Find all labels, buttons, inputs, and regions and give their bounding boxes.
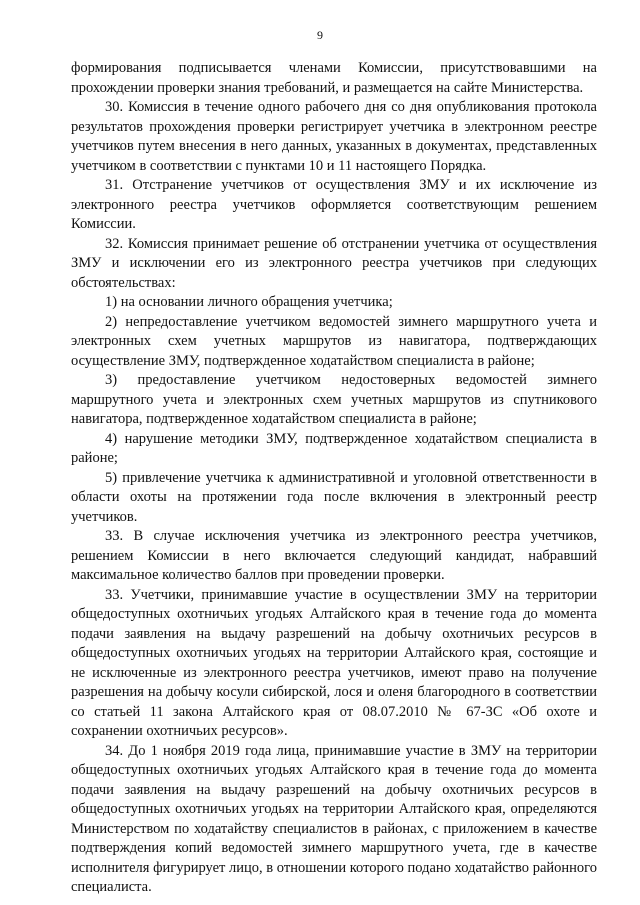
paragraph-33b: 33. Учетчики, принимавшие участие в осуществлении ЗМУ на территории общедоступных охотничьих угодьях Алтайского края в течение года до момента подачи заявления на выдачу разрешений на добычу охотничьих ресурсов в общедоступных охотничьих угодьях на территории Алтайского края, состоящие и не исключенные из электронного реестра учетчиков, имеют право на получение разрешения на добычу косули сибирской, лося и оленя благородного в соответствии со статьей 11 закона Алтайского края от 08.07.2010 № 67-ЗС «Об охоте и сохранении охотничьих ресурсов». [71, 586, 597, 739]
paragraph-continuation: формирования подписывается членами Комиссии, присутствовавшими на прохождении проверки знания требований, и размещается на сайте Министерства. [71, 60, 597, 96]
document-body [71, 59, 597, 898]
paragraph-30: 30. Комиссия в течение одного рабочего дня со дня опубликования протокола результатов прохождения проверки регистрирует учетчика в электронном реестре учетчиков путем внесения в него данных, указанных в документах, представленных учетчиком в соответствии с пунктами 10 и 11 настоящего Порядка. [71, 99, 597, 174]
paragraph-31: 31. Отстранение учетчиков от осуществления ЗМУ и их исключение из электронного реестра учетчиков оформляется соответствующим решением Комиссии. [71, 177, 597, 232]
page-number: 9 [317, 28, 323, 42]
list-item-2: 2) непредоставление учетчиком ведомостей зимнего маршрутного учета и электронных схем учетных маршрутов из навигатора, подтверждающих осуществление ЗМУ, подтвержденное ходатайством специалиста в районе; [71, 313, 597, 369]
list-item-4: 4) нарушение методики ЗМУ, подтвержденное ходатайством специалиста в районе; [71, 430, 597, 466]
list-item-3: 3) предоставление учетчиком недостоверных ведомостей зимнего маршрутного учета и электронных схем учетных маршрутов из спутникового навигатора, подтвержденное ходатайством специалиста в районе; [71, 372, 597, 427]
list-item-1: 1) на основании личного обращения учетчика; [105, 294, 393, 310]
paragraph-32: 32. Комиссия принимает решение об отстранении учетчика от осуществления ЗМУ и исключении его из электронного реестра учетчиков при следующих обстоятельствах: [71, 235, 597, 291]
paragraph-33a: 33. В случае исключения учетчика из электронного реестра учетчиков, решением Комиссии в него включается следующий кандидат, набравший максимальное количество баллов при проведении проверки. [71, 528, 597, 583]
paragraph-34: 34. До 1 ноября 2019 года лица, принимавшие участие в ЗМУ на территории общедоступных охотничьих угодьях Алтайского края в течение года до момента подачи заявления на выдачу разрешений на добычу охотничьих ресурсов в общедоступных охотничьих угодьях на территории Алтайского края, определяются Министерством по ходатайству специалистов в районах, с приложением в качестве подтверждения копий ведомостей зимнего маршрутного учета, где в качестве исполнителя фигурирует лицо, в отношении которого подано ходатайство районного специалиста. [71, 742, 597, 895]
list-item-5: 5) привлечение учетчика к административной и уголовной ответственности в области охоты на протяжении года после включения в электронный реестр учетчиков. [71, 469, 597, 525]
